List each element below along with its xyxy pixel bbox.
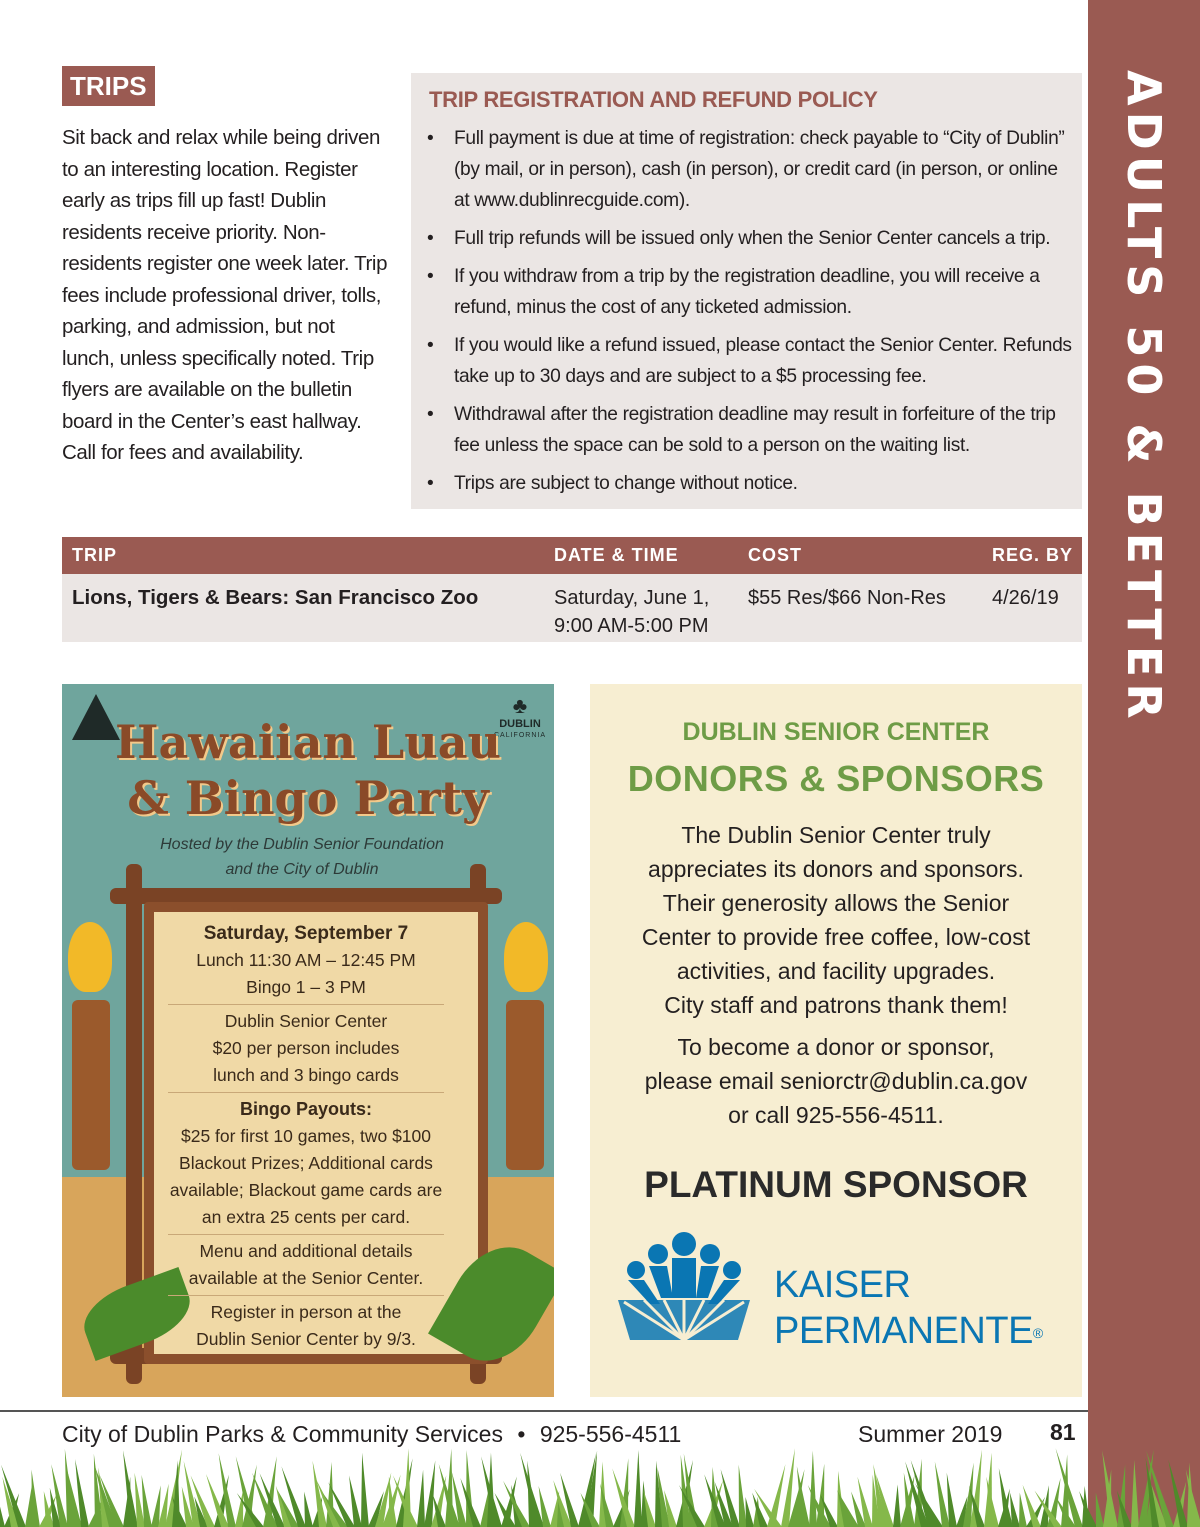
refund-policy-box: [411, 73, 1082, 509]
grass-blade: [947, 1473, 957, 1527]
trip-time-line: 9:00 AM-5:00 PM: [554, 615, 709, 637]
sponsors-text-line: appreciates its donors and sponsors.: [648, 856, 1024, 882]
luau-price: $20 per person includes: [212, 1038, 400, 1058]
grass-blade: [0, 1485, 5, 1527]
sponsor-name-text: PERMANENTE: [774, 1310, 1033, 1352]
luau-payouts-line: an extra 25 cents per card.: [201, 1207, 411, 1227]
trip-table: [62, 537, 1082, 642]
trip-date: [554, 584, 709, 640]
grass-blade: [1096, 1492, 1104, 1527]
dublin-logo-subtext: CALIFORNIA: [493, 732, 546, 739]
policy-item-text: Full trip refunds will be issued only when the Senior Center cancels a trip.: [454, 228, 1051, 249]
luau-date: Saturday, September 7: [203, 923, 409, 944]
table-header: [62, 537, 1082, 574]
luau-title-line: Hawaiian Luau: [115, 715, 501, 769]
grass-blade: [1079, 1491, 1097, 1527]
luau-payouts-title: Bingo Payouts:: [239, 1099, 372, 1119]
trips-heading: TRIPS: [62, 66, 155, 106]
trip-cost: $55 Res/$66 Non-Res: [748, 587, 946, 609]
grass-blade: [313, 1461, 327, 1527]
sponsors-contact-line: To become a donor or sponsor,: [677, 1034, 995, 1060]
footer-phone: 925-556-4511: [539, 1421, 682, 1447]
sponsors-text-line: Center to provide free coffee, low-cost: [641, 924, 1031, 950]
bullet-icon: •: [427, 128, 434, 149]
dublin-logo-text: DUBLIN: [499, 718, 541, 730]
page-number: 81: [1050, 1419, 1076, 1445]
policy-item-text: Withdrawal after the registration deadline may result in forfeiture of the trip fee unless the space can be sold to a person on the waiting list.: [454, 404, 1056, 456]
table-row: [62, 574, 1082, 642]
bullet-icon: •: [427, 404, 434, 425]
grass-blade: [1056, 1448, 1083, 1527]
luau-host-line: Hosted by the Dublin Senior Foundation: [160, 836, 444, 853]
policy-item: [427, 468, 1077, 499]
grass-border-icon: [0, 1448, 1200, 1527]
column-header-trip: TRIP: [72, 545, 118, 565]
sponsors-panel: [590, 684, 1082, 1397]
sponsors-subtitle: DUBLIN SENIOR CENTER: [682, 718, 990, 746]
sponsors-contact-line: or call 925-556-4511.: [728, 1102, 944, 1128]
divider: [168, 1234, 444, 1235]
grass-blade: [745, 1497, 754, 1527]
luau-flyer: [62, 684, 554, 1397]
luau-menu-line: available at the Senior Center.: [188, 1268, 424, 1288]
policy-item: [427, 223, 1077, 254]
tiki-torch-icon: [506, 1000, 544, 1170]
luau-bingo-time: Bingo 1 – 3 PM: [246, 977, 366, 997]
divider: [168, 1092, 444, 1093]
registered-mark: ®: [1032, 1324, 1043, 1341]
shamrock-icon: ♣: [512, 693, 528, 718]
footer-org-info: [62, 1421, 681, 1448]
footer-org: City of Dublin Parks & Community Services: [62, 1421, 503, 1447]
grass-blade: [809, 1451, 817, 1527]
footer-divider: [0, 1410, 1088, 1412]
section-side-tab-label: ADULTS 50 & BETTER: [1117, 70, 1171, 725]
luau-host-line: and the City of Dublin: [225, 861, 379, 878]
kaiser-permanente-logo-icon: [614, 1230, 754, 1340]
luau-price: lunch and 3 bingo cards: [213, 1065, 399, 1085]
sponsors-text-line: activities, and facility upgrades.: [676, 958, 996, 984]
grass-blade: [235, 1489, 243, 1527]
tiki-torch-icon: [72, 1000, 110, 1170]
luau-lunch-time: Lunch 11:30 AM – 12:45 PM: [196, 950, 416, 970]
refund-policy-title: TRIP REGISTRATION AND REFUND POLICY: [429, 87, 878, 112]
grass-blade: [1131, 1460, 1139, 1527]
sponsor-name-line: [774, 1308, 1043, 1356]
luau-payouts-line: $25 for first 10 games, two $100: [181, 1126, 431, 1146]
torch-flame-icon: [504, 922, 548, 992]
grass-blade: [739, 1465, 747, 1527]
column-header-cost: COST: [748, 545, 803, 565]
grass-blade: [304, 1492, 313, 1527]
policy-item: [427, 123, 1077, 216]
grass-blade: [417, 1470, 425, 1527]
policy-item-text: Trips are subject to change without notice.: [454, 473, 798, 494]
trips-intro-text: Sit back and relax while being driven to an interesting location. Register early as trips fill up fast! Dublin residents receive priority. Non-residents register one week later. Trip fees include professional driver, tolls, parking, and admission, but not lunch, unless specifically noted. Trip flyers are available on the bulletin board in the Center’s east hallway. Call for fees and availability.: [62, 126, 388, 464]
trip-reg-by: 4/26/19: [992, 587, 1059, 609]
platinum-sponsor-label: PLATINUM SPONSOR: [644, 1164, 1028, 1205]
sponsors-text-line: Their generosity allows the Senior: [662, 890, 1010, 916]
bullet-icon: •: [427, 335, 434, 356]
luau-payouts-line: Blackout Prizes; Additional cards: [179, 1153, 433, 1173]
policy-item-text: If you withdraw from a trip by the registration deadline, you will receive a refund, minus the cost of any ticketed admission.: [454, 266, 1040, 318]
policy-item: [427, 330, 1077, 392]
luau-register-line: Dublin Senior Center by 9/3.: [196, 1329, 416, 1349]
divider: [168, 1004, 444, 1005]
luau-menu-line: Menu and additional details: [199, 1241, 413, 1261]
policy-item: [427, 399, 1077, 461]
trip-name: Lions, Tigers & Bears: San Francisco Zoo: [72, 586, 479, 609]
sponsors-text-line: City staff and patrons thank them!: [664, 992, 1008, 1018]
grass-blade: [1102, 1450, 1118, 1527]
luau-venue: Dublin Senior Center: [224, 1011, 388, 1031]
trip-date-line: Saturday, June 1,: [554, 587, 710, 609]
luau-payouts-line: available; Blackout game cards are: [169, 1180, 443, 1200]
bullet-icon: •: [427, 228, 434, 249]
grass-blade: [349, 1475, 362, 1527]
sponsors-title: DONORS & SPONSORS: [627, 758, 1045, 799]
footer-season: Summer 2019: [858, 1421, 1003, 1447]
luau-details: [148, 920, 464, 1353]
grass-blade: [893, 1484, 901, 1527]
grass-blade: [361, 1453, 369, 1527]
bullet-icon: •: [427, 266, 434, 287]
sponsors-contact-line: please email seniorctr@dublin.ca.gov: [644, 1068, 1028, 1094]
grass-blade: [389, 1477, 397, 1527]
refund-policy-list: [427, 123, 1077, 506]
grass-blade: [424, 1460, 435, 1527]
grass-blade: [634, 1450, 642, 1527]
kaiser-permanente-name: [774, 1262, 1043, 1356]
column-header-date: DATE & TIME: [554, 545, 679, 565]
policy-item-text: If you would like a refund issued, please contact the Senior Center. Refunds take up to 30 days and are subject to a $5 processing fee.: [454, 335, 1072, 387]
divider: [168, 1295, 444, 1296]
sponsors-text-line: The Dublin Senior Center truly: [681, 822, 991, 848]
grass-blade: [151, 1485, 161, 1527]
policy-item-text: Full payment is due at time of registration: check payable to “City of Dublin” (by mail, or in person), cash (in person), or credit card (in person, or online at www.dublinrecguide.com).: [454, 128, 1065, 211]
sponsors-contact-text: [600, 1030, 1072, 1132]
policy-item: [427, 261, 1077, 323]
luau-title-line: & Bingo Party: [127, 771, 489, 825]
sponsors-thanks-text: [600, 818, 1072, 1022]
sponsor-name-line: KAISER: [774, 1264, 911, 1306]
luau-title: [62, 714, 554, 826]
grass-blade: [31, 1470, 40, 1527]
column-header-reg-by: REG. BY: [992, 545, 1074, 565]
bullet-icon: •: [427, 473, 434, 494]
torch-flame-icon: [68, 922, 112, 992]
footer-separator: •: [517, 1421, 526, 1447]
luau-register-line: Register in person at the: [210, 1302, 402, 1322]
